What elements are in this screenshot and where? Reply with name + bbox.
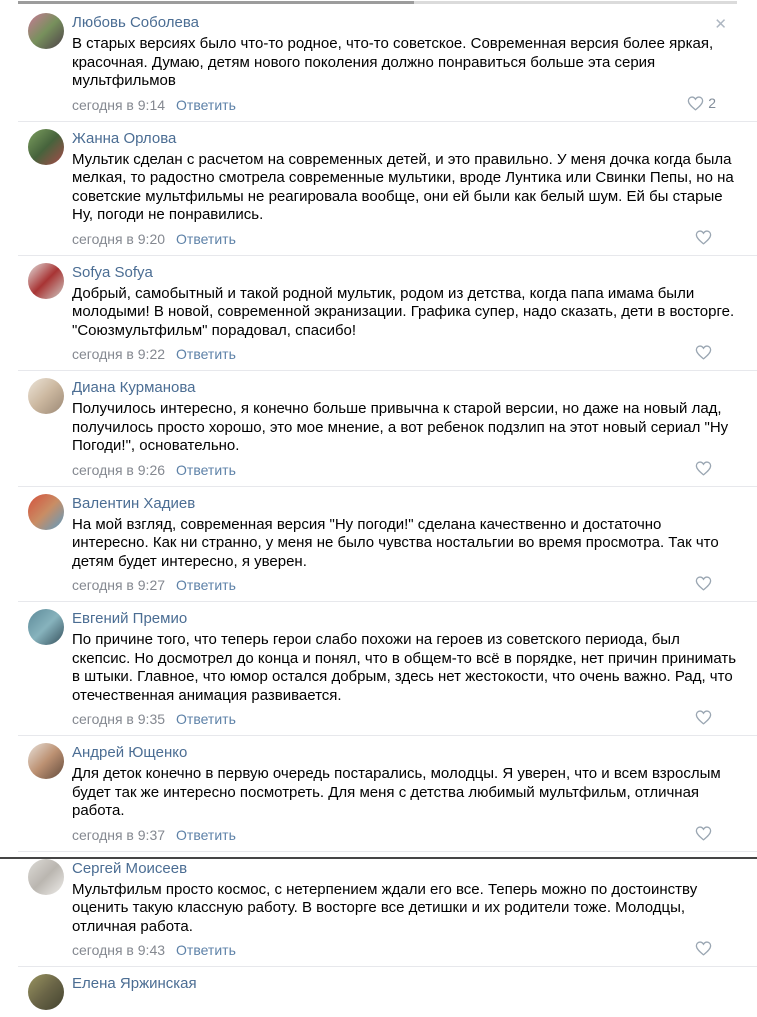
comment-text: На мой взгляд, современная версия "Ну погоди!" сделана качественно и достаточно интересно. Как ни странно, у меня не было чувства ностальгии во время просмотра. Так что детям будет интересно, я уверен. [72,515,719,570]
comment-body [72,859,737,960]
comment-author-link[interactable]: Диана Курманова [72,379,196,396]
comment-text: Добрый, самобытный и такой родной мультик, родом из детства, когда папа имама были молодыми! В новой, современной экранизации. Графика супер, надо сказать, дети в восторге. "Союзмультфильм" порадовал, спасибо! [72,284,735,339]
like-button[interactable] [695,575,716,591]
comment-author-link[interactable]: Жанна Орлова [72,129,177,147]
avatar[interactable] [28,743,64,779]
comment-timestamp: сегодня в 9:26 [72,461,166,478]
comment [0,255,757,371]
comment-meta [72,577,737,594]
comment-body [72,378,737,479]
comment-body [72,263,737,364]
like-button[interactable] [687,95,716,111]
comment-text: Мультфильм просто космос, с нетерпением ждали его все. Теперь можно по достоинству оценить такую классную работу. В восторге все детишки и их родители тоже. Молодцы, отличная работа. [72,880,698,935]
like-button[interactable] [695,229,716,245]
comment-body [72,129,737,248]
comment-author-link[interactable]: Sofya Sofya [72,263,153,281]
comment-author-link[interactable]: Елена Яржинская [72,975,197,992]
heart-icon [695,344,712,360]
comment-author-link[interactable]: Сергей Моисеев [72,859,188,877]
comment-author-link[interactable]: Евгений Премио [72,610,188,627]
comment [0,370,757,486]
comment-timestamp: сегодня в 9:20 [72,230,166,247]
avatar[interactable] [28,609,64,645]
comment-meta [72,827,737,844]
comment [0,735,757,851]
like-count: 2 [708,94,716,111]
comment-timestamp: сегодня в 9:35 [72,711,166,727]
heart-icon [695,575,712,591]
avatar[interactable] [28,494,64,530]
comment-author-link[interactable]: Любовь Соболева [72,14,199,31]
avatar[interactable] [28,13,64,49]
horizontal-scrollbar-thumb[interactable] [18,1,414,4]
comment-body [72,13,737,114]
avatar[interactable] [28,129,64,165]
reply-button[interactable]: Ответить [176,461,236,478]
comment-meta [72,462,737,479]
comment-author-link[interactable]: Валентин Хадиев [72,494,196,512]
avatar[interactable] [28,263,64,299]
comment-text: В старых версиях было что-то родное, что-то советское. Современная версия более яркая, красочная. Думаю, детям нового поколения должно понравиться больше эта серия мультфильмов [72,35,714,89]
heart-icon [695,460,712,476]
like-button[interactable] [695,940,716,956]
comment-body [72,494,737,595]
avatar[interactable] [28,974,64,1010]
heart-icon [687,95,704,111]
comment-text: Получилось интересно, я конечно больше привычна к старой версии, но даже на новый лад, получилось просто хорошо, это мое мнение, а вот ребенок подзлип на этот новый сериал "Ну Погоди!", основательно. [72,400,729,454]
comment-meta [72,94,737,114]
comment-text: По причине того, что теперь герои слабо похожи на героев из советского периода, был скепсис. Но досмотрел до конца и понял, что в общем-то всё в порядке, нет причин принимать в штыки. Главное, что юмор остался добрым, здесь нет жестокости, что очень важно. Рад, что отечественная анимация развивается. [72,631,737,704]
comment [0,601,757,735]
avatar[interactable] [28,859,64,895]
comment-timestamp: сегодня в 9:37 [72,826,166,843]
comment-timestamp: сегодня в 9:22 [72,346,166,362]
reply-button[interactable]: Ответить [176,826,236,843]
comment-timestamp: сегодня в 9:14 [72,96,166,113]
comment-meta [72,942,737,959]
horizontal-scrollbar-track[interactable] [18,1,737,4]
heart-icon [695,940,712,956]
comment-timestamp: сегодня в 9:43 [72,942,166,958]
comment-text: Мультик сделан с расчетом на современных детей, и это правильно. У меня дочка когда была мелкая, то радостно смотрела современные мультики, вроде Лунтика или Свинки Пепы, но на советские мультфильмы не реагировала вообще, они ей были как белый шум. Ей бы старые Ну, погоди не понравились. [72,150,734,223]
comment-meta [72,231,737,248]
comment-author-link[interactable]: Андрей Ющенко [72,744,188,761]
comment-text: Для деток конечно в первую очередь постарались, молодцы. Я уверен, что и всем взрослым будет так же интересно посмотреть. Для меня с детства любимый мультфильм, отличная работа. [72,765,721,819]
like-button[interactable] [695,825,716,841]
reply-button[interactable]: Ответить [176,942,236,958]
comment-meta [72,711,737,728]
like-button[interactable] [695,344,716,360]
heart-icon [695,825,712,841]
reply-button[interactable]: Ответить [176,96,236,113]
reply-button[interactable]: Ответить [176,711,236,727]
heart-icon [695,229,712,245]
like-button[interactable] [695,709,716,725]
bottom-edge-line [0,857,757,859]
comment-body [72,974,197,1010]
comment-body [72,743,737,844]
comment [0,851,757,967]
comment-meta [72,346,737,363]
like-button[interactable] [695,460,716,476]
comment-timestamp: сегодня в 9:27 [72,577,166,593]
reply-button[interactable]: Ответить [176,577,236,593]
comment [0,486,757,602]
reply-button[interactable]: Ответить [176,346,236,362]
close-icon[interactable]: ✕ [714,16,727,33]
heart-icon [695,709,712,725]
reply-button[interactable]: Ответить [176,230,236,247]
comment [0,5,757,121]
avatar[interactable] [28,378,64,414]
comment [0,121,757,255]
comment [0,966,757,1017]
comment-body [72,609,737,728]
